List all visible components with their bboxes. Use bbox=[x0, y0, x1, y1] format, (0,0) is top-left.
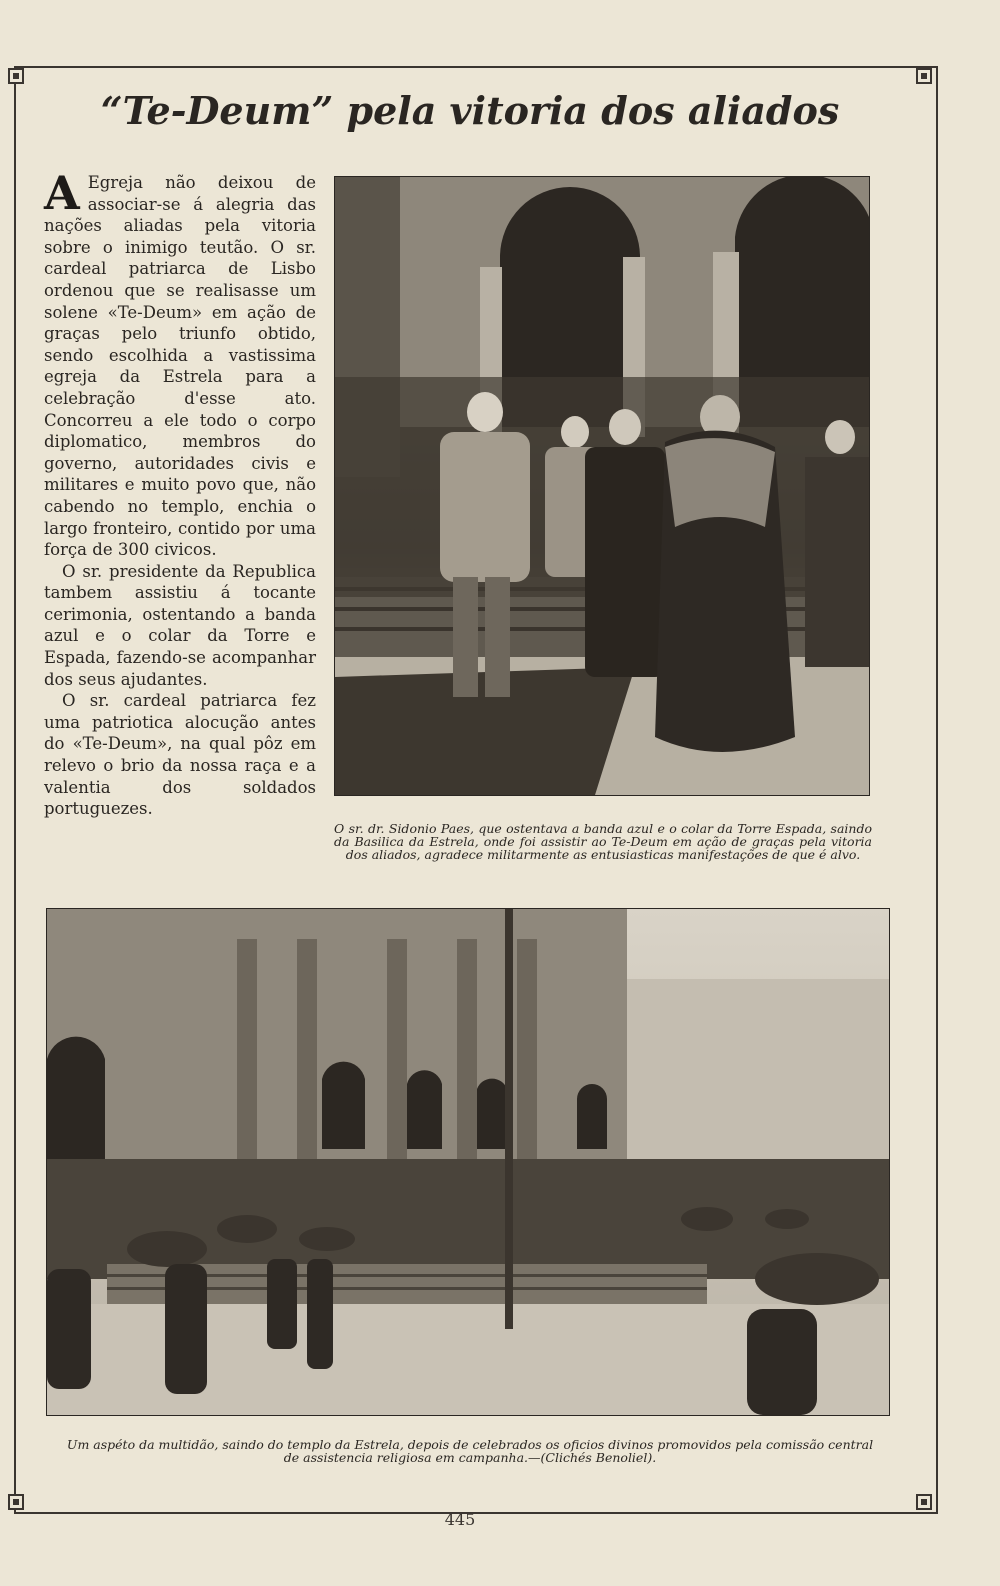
corner-ornament-icon bbox=[8, 68, 24, 84]
photo-image bbox=[47, 909, 889, 1415]
photo-image bbox=[335, 177, 869, 795]
article-body bbox=[44, 166, 316, 820]
article-paragraph: O sr. presidente da Republica tambem assistiu á tocante cerimonia, ostentando a banda azul e o colar da Torre e Espada, fazendo-se acompanhar dos seus ajudantes. bbox=[44, 561, 316, 689]
page-title: “Te-Deum” pela vitoria dos aliados bbox=[100, 88, 840, 133]
page-number: 445 bbox=[444, 1510, 476, 1529]
photo-caption-bottom: Um aspéto da multidão, saindo do templo da Estrela, depois de celebrados os oficios divinos promovidos pela comissão central de assistencia religiosa em campanha.—(Clichés Benoliel). bbox=[66, 1437, 874, 1465]
photo-president-leaving-basilica bbox=[334, 176, 870, 796]
drop-cap: A bbox=[44, 166, 80, 220]
article-paragraph: A Egreja não deixou de associar-se á alegria das nações aliadas pela vitoria sobre o inimigo teutão. O sr. cardeal patriarca de Lisbo ordenou que se realisasse um solene «Te-Deum» em ação de graças pelo triunfo obtido, sendo escolhida a vastissima egreja da Estrela para a celebração d'esse ato. Concorreu a ele todo o corpo diplomatico, membros do governo, autoridades civis e militares e muito povo que, não cabendo no templo, enchia o largo fronteiro, contido por uma força de 300 civicos. bbox=[44, 166, 316, 560]
corner-ornament-icon bbox=[916, 1494, 932, 1510]
photo-crowd-outside-estrela bbox=[46, 908, 890, 1416]
article-paragraph: O sr. cardeal patriarca fez uma patriotica alocução antes do «Te-Deum», na qual pôz em relevo o brio da nossa raça e a valentia dos soldados portuguezes. bbox=[44, 691, 316, 819]
photo-caption-top: O sr. dr. Sidonio Paes, que ostentava a banda azul e o colar da Torre Espada, saindo da Basilica da Estrela, onde foi assistir ao Te-Deum em ação de graças pela vitoria dos aliados, agradece militarmente as entusiasticas manifestações de que é alvo. bbox=[334, 821, 872, 862]
corner-ornament-icon bbox=[916, 68, 932, 84]
corner-ornament-icon bbox=[8, 1494, 24, 1510]
